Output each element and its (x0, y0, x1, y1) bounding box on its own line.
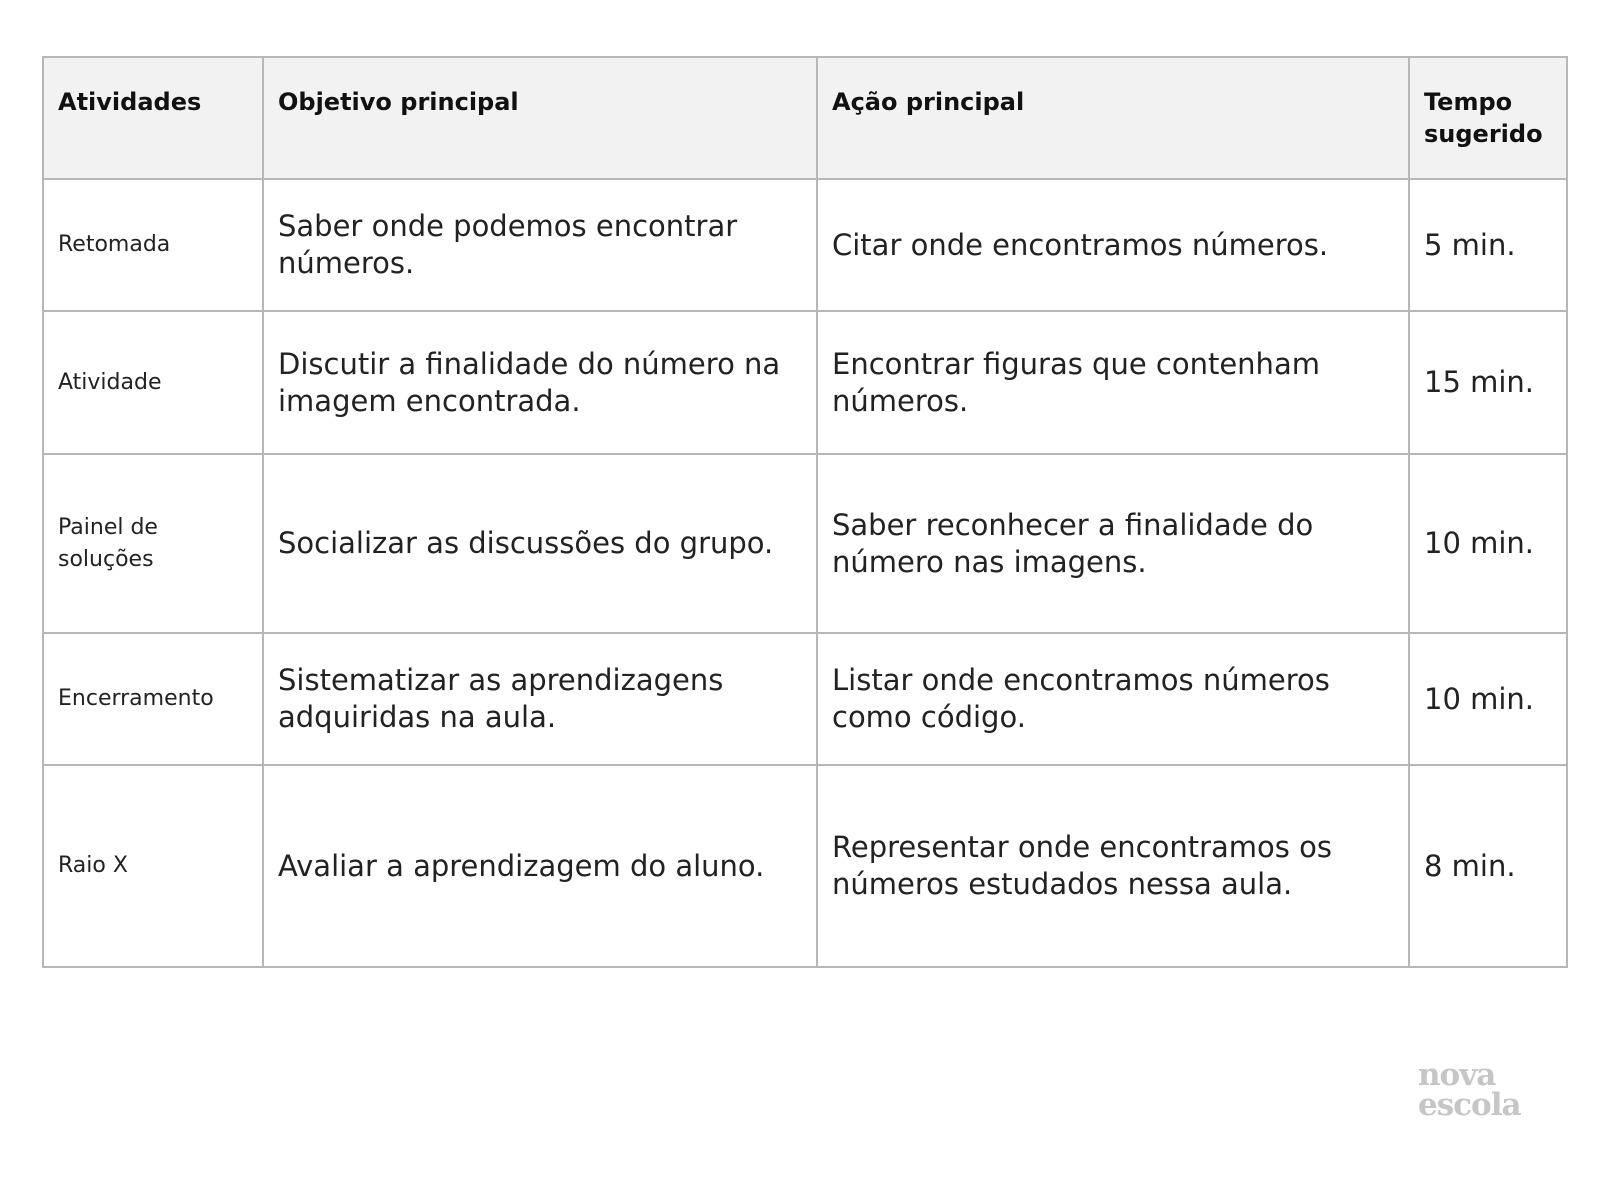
cell-action: Representar onde encontramos os números estudados nessa aula. (817, 765, 1409, 967)
nova-escola-logo (1418, 1057, 1538, 1123)
header-atividades: Atividades (43, 57, 263, 179)
header-row (43, 57, 1567, 179)
cell-time: 15 min. (1409, 311, 1567, 454)
header-objetivo-principal: Objetivo principal (263, 57, 817, 179)
cell-objective: Socializar as discussões do grupo. (263, 454, 817, 633)
header-tempo-sugerido: Tempo sugerido (1409, 57, 1567, 179)
cell-action: Saber reconhecer a finalidade do número nas imagens. (817, 454, 1409, 633)
cell-activity: Atividade (43, 311, 263, 454)
cell-time: 5 min. (1409, 179, 1567, 311)
cell-objective: Sistematizar as aprendizagens adquiridas na aula. (263, 633, 817, 765)
table-header (43, 57, 1567, 179)
table-row (43, 179, 1567, 311)
cell-action: Listar onde encontramos números como código. (817, 633, 1409, 765)
cell-activity: Retomada (43, 179, 263, 311)
cell-activity: Painel de soluções (43, 454, 263, 633)
cell-time: 8 min. (1409, 765, 1567, 967)
logo-line-escola: escola (1418, 1087, 1521, 1123)
cell-time: 10 min. (1409, 454, 1567, 633)
cell-activity: Raio X (43, 765, 263, 967)
table-row (43, 454, 1567, 633)
header-acao-principal: Ação principal (817, 57, 1409, 179)
cell-action: Citar onde encontramos números. (817, 179, 1409, 311)
table-body (43, 179, 1567, 967)
cell-objective: Avaliar a aprendizagem do aluno. (263, 765, 817, 967)
table-row (43, 765, 1567, 967)
cell-activity: Encerramento (43, 633, 263, 765)
cell-objective: Discutir a finalidade do número na imagem encontrada. (263, 311, 817, 454)
cell-time: 10 min. (1409, 633, 1567, 765)
table-row (43, 311, 1567, 454)
cell-objective: Saber onde podemos encontrar números. (263, 179, 817, 311)
logo-line-nova: nova (1418, 1057, 1496, 1093)
cell-action: Encontrar figuras que contenham números. (817, 311, 1409, 454)
lesson-plan-table (42, 56, 1568, 968)
table-row (43, 633, 1567, 765)
